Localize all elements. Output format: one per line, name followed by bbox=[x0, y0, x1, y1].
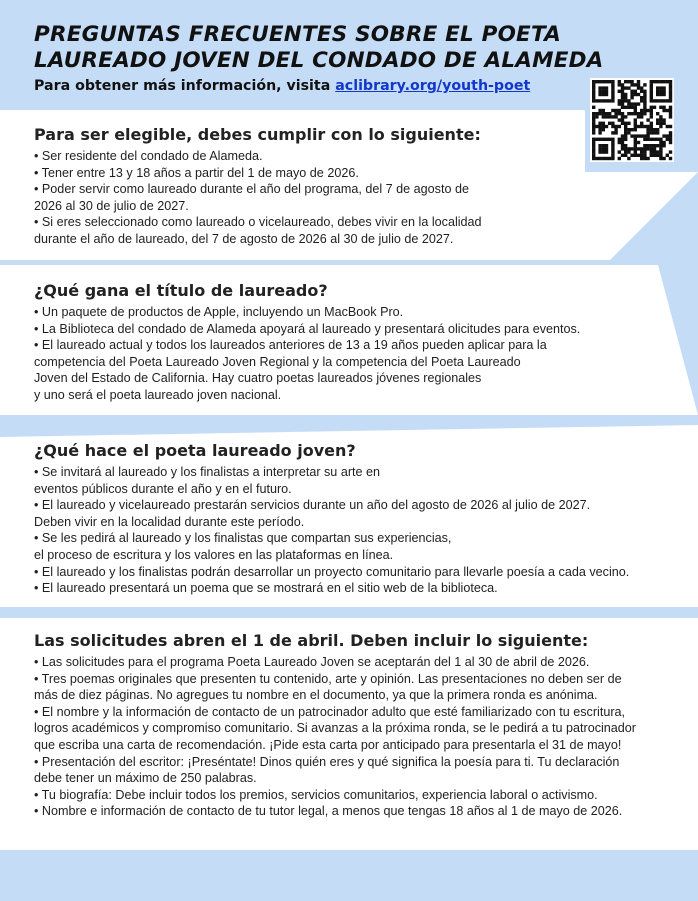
list-item: • El laureado y vicelaureado prestarán servicios durante un año del agosto de 2026 al julio de 2027. bbox=[34, 498, 591, 513]
list-item: • Se les pedirá al laureado y los finalistas que compartan sus experiencias, bbox=[34, 531, 452, 546]
list-item: • Presentación del escritor: ¡Preséntate! Dinos quién eres y qué significa la poesía para ti. Tu declaración bbox=[34, 754, 620, 769]
page-title-line-1: PREGUNTAS FRECUENTES SOBRE EL POETA bbox=[34, 22, 561, 47]
list-item: • Las solicitudes para el programa Poeta Laureado Joven se aceptarán del 1 al 30 de abril de 2026. bbox=[34, 655, 590, 669]
youth-poet-link[interactable]: aclibrary.org/youth-poet bbox=[335, 78, 531, 94]
section-heading: Para ser elegible, debes cumplir con lo siguiente: bbox=[34, 125, 481, 144]
section-duties bbox=[34, 441, 629, 597]
list-item: Deben vivir en la localidad durante este período. bbox=[34, 514, 305, 529]
list-item: • Tener entre 13 y 18 años a partir del 1 de mayo de 2026. bbox=[34, 165, 359, 180]
list-item: Joven del Estado de California. Hay cuatro poetas laureados jóvenes regionales bbox=[34, 371, 482, 386]
more-info-line bbox=[34, 78, 530, 94]
list-item: • Si eres seleccionado como laureado o vicelaureado, debes vivir en la localidad bbox=[34, 215, 482, 230]
list-item: • La Biblioteca del condado de Alameda apoyará al laureado y presentará olicitudes para eventos. bbox=[34, 321, 581, 336]
list-item: el proceso de escritura y los valores en las plataformas en línea. bbox=[34, 547, 394, 562]
list-item: y uno será el poeta laureado joven nacional. bbox=[34, 387, 282, 402]
section-eligibility bbox=[34, 125, 482, 248]
list-item: • Se invitará al laureado y los finalistas a interpretar su arte en bbox=[34, 465, 381, 479]
list-item: durante el año de laureado, del 7 de agosto de 2026 al 30 de julio de 2027. bbox=[34, 231, 454, 246]
list-item: debe tener un máximo de 250 palabras. bbox=[34, 771, 257, 786]
list-item: • Poder servir como laureado durante el año del programa, del 7 de agosto de bbox=[34, 182, 469, 197]
list-item: que escriba una carta de recomendación. ¡Pide esta carta por anticipado para presentarla el 31 de mayo! bbox=[34, 737, 622, 752]
list-item: 2026 al 30 de julio de 2027. bbox=[34, 198, 189, 213]
list-item: • Ser residente del condado de Alameda. bbox=[34, 149, 263, 163]
list-item: • Un paquete de productos de Apple, incluyendo un MacBook Pro. bbox=[34, 305, 404, 319]
list-item: • El laureado y los finalistas podrán desarrollar un proyecto comunitario para llevarle poesía a cada vecino. bbox=[34, 564, 630, 579]
more-info-text: Para obtener más información, visita bbox=[34, 78, 336, 94]
section-prize bbox=[34, 281, 580, 404]
list-item: competencia del Poeta Laureado Joven Regional y la competencia del Poeta Laureado bbox=[34, 354, 521, 369]
qr-code-icon[interactable] bbox=[590, 78, 674, 162]
section-heading: ¿Qué gana el título de laureado? bbox=[34, 281, 328, 300]
list-item: • Tu biografía: Debe incluir todos los premios, servicios comunitarios, experiencia laboral o activismo. bbox=[34, 787, 598, 802]
list-item: • Nombre e información de contacto de tu tutor legal, a menos que tengas 18 años al 1 de mayo de 2026. bbox=[34, 804, 623, 819]
section-heading: Las solicitudes abren el 1 de abril. Deben incluir lo siguiente: bbox=[34, 631, 589, 650]
list-item: más de diez páginas. No agregues tu nombre en el documento, ya que la primera ronda es anónima. bbox=[34, 688, 598, 703]
list-item: • El laureado actual y todos los laureados anteriores de 13 a 19 años pueden aplicar para la bbox=[34, 338, 547, 353]
section-heading: ¿Qué hace el poeta laureado joven? bbox=[34, 441, 356, 460]
section-application bbox=[34, 631, 636, 820]
list-item: eventos públicos durante el año y en el futuro. bbox=[34, 481, 292, 496]
list-item: logros académicos y compromiso comunitario. Si avanzas a la próxima ronda, se le pedirá a tu patrocinador bbox=[34, 721, 636, 736]
list-item: • El laureado presentará un poema que se mostrará en el sitio web de la biblioteca. bbox=[34, 581, 498, 596]
page-title bbox=[34, 22, 603, 74]
list-item: • Tres poemas originales que presenten tu contenido, arte y opinión. Las presentaciones no deben ser de bbox=[34, 671, 622, 686]
list-item: • El nombre y la información de contacto de un patrocinador adulto que esté familiarizado con tu escritura, bbox=[34, 704, 626, 719]
page-title-line-2: LAUREADO JOVEN DEL CONDADO DE ALAMEDA bbox=[34, 48, 604, 73]
